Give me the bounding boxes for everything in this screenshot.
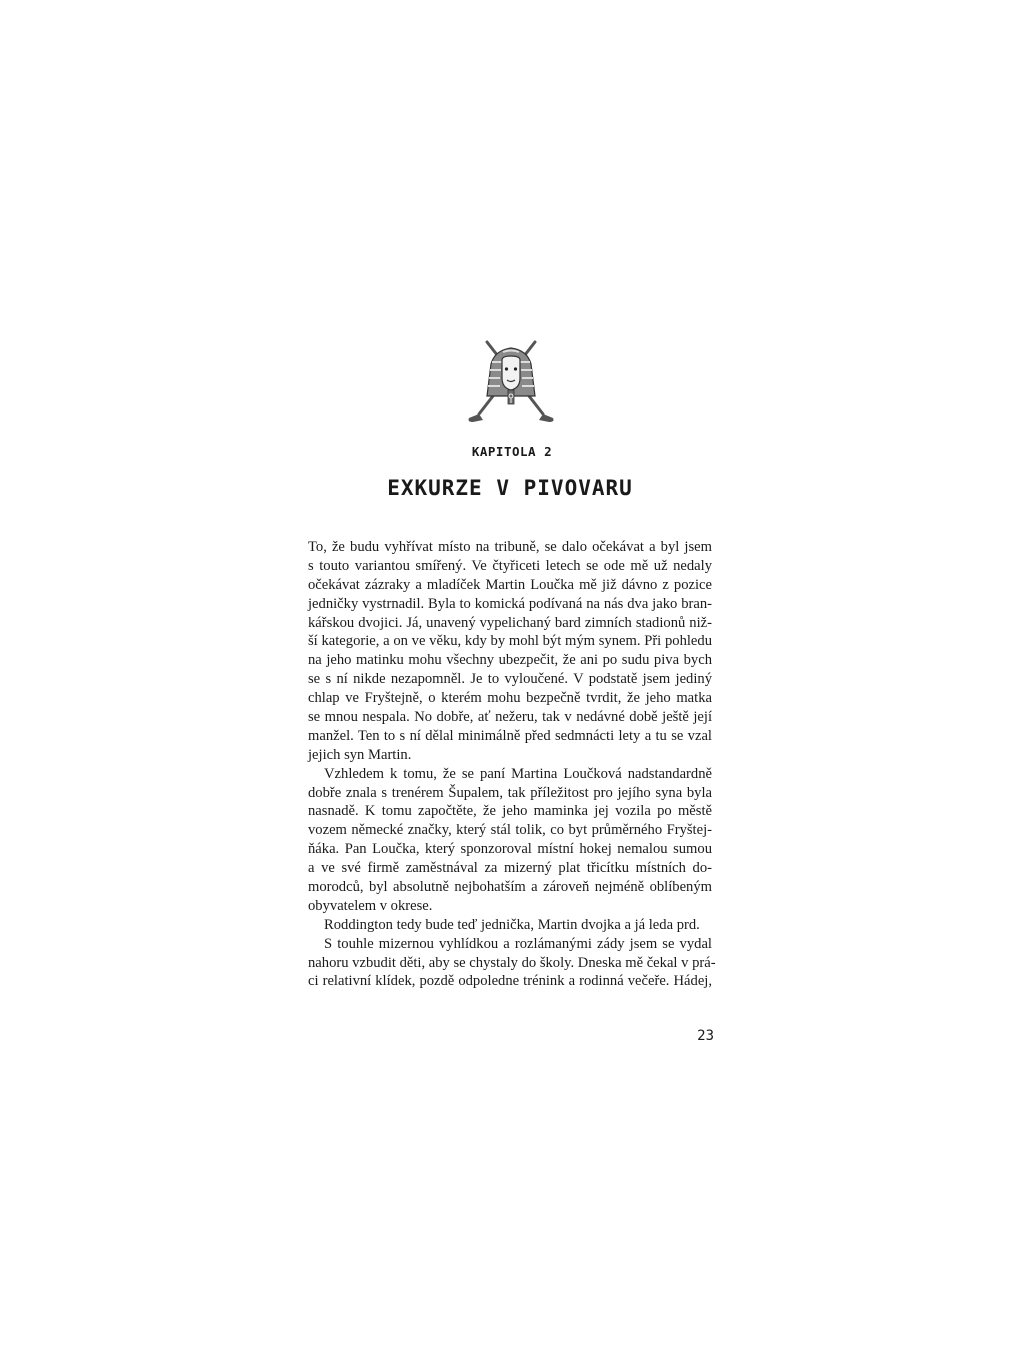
- text-line: očekávat zázraky a mladíček Martin Loučka mě již dávno z pozice: [308, 576, 712, 593]
- page-number: 23: [697, 1028, 714, 1044]
- text-line: nahoru vzbudit děti, aby se chystaly do školy. Dneska mě čekal v prá-: [308, 954, 716, 971]
- text-line: Vzhledem k tomu, že se paní Martina Loučková nadstandardně: [324, 765, 712, 782]
- text-line: ší kategorie, a on ve věku, kdy by mohl být mým synem. Při pohledu: [308, 633, 712, 650]
- text-line: se s ní nikde nezapomněl. Je to vyloučené. V podstatě jsem jediný: [308, 671, 712, 688]
- text-line: obyvatelem v okrese.: [308, 897, 433, 914]
- text-line: ci relativní klídek, pozdě odpoledne trénink a rodinná večeře. Hádej,: [308, 973, 712, 990]
- text-line: na jeho matinku mohu všechny ubezpečit, že ani po sudu piva bych: [308, 652, 712, 669]
- text-line: To, že budu vyhřívat místo na tribuně, se dalo očekávat a byl jsem: [308, 539, 712, 555]
- text-line: Roddington tedy bude teď jednička, Martin dvojka a já leda prd.: [324, 916, 700, 933]
- text-line: ňáka. Pan Loučka, který sponzoroval místní hokej nemalou sumou: [308, 841, 712, 858]
- text-line: S touhle mizernou vyhlídkou a rozlámanými zády jsem se vydal: [324, 935, 712, 952]
- text-line: nasnadě. K tomu započtěte, že jeho maminka jej vozila po městě: [308, 803, 712, 820]
- text-line: jejich syn Martin.: [308, 746, 412, 763]
- chapter-title: EXKURZE V PIVOVARU: [387, 476, 633, 500]
- text-line: manžel. Ten to s ní dělal minimálně před sedmnácti lety a tu se vzal: [308, 727, 712, 744]
- text-line: dobře znala s trenérem Šupalem, tak příležitost pro jejího syna byla: [308, 784, 712, 801]
- text-line: vozem německé značky, který stál tolik, co byt průměrného Fryštej-: [308, 822, 712, 839]
- text-line: chlap ve Fryštejně, o kterém mohu bezpečně tvrdit, že jeho matka: [308, 690, 712, 707]
- text-line: s touto variantou smířený. Ve čtyřiceti letech se ode mě už nedaly: [308, 557, 712, 574]
- text-line: se mnou nespala. No dobře, ať nežeru, tak v nedávné době ještě její: [308, 709, 712, 726]
- chapter-body: [308, 538, 716, 991]
- text-line: a ve své firmě zaměstnával za mizerný plat třicítku místních do-: [308, 860, 712, 877]
- text-line: kářskou dvojici. Já, unavený vypelichaný bard zimních stadionů niž-: [308, 614, 712, 631]
- pharaoh-hockey-emblem-icon: [465, 338, 557, 426]
- text-line: jedničky vystrnadil. Byla to komická podívaná na nás dva jako bran-: [308, 595, 712, 612]
- text-line: morodců, byl absolutně nejbohatším a zároveň nejméně oblíbeným: [308, 879, 712, 896]
- chapter-label: KAPITOLA 2: [471, 444, 553, 459]
